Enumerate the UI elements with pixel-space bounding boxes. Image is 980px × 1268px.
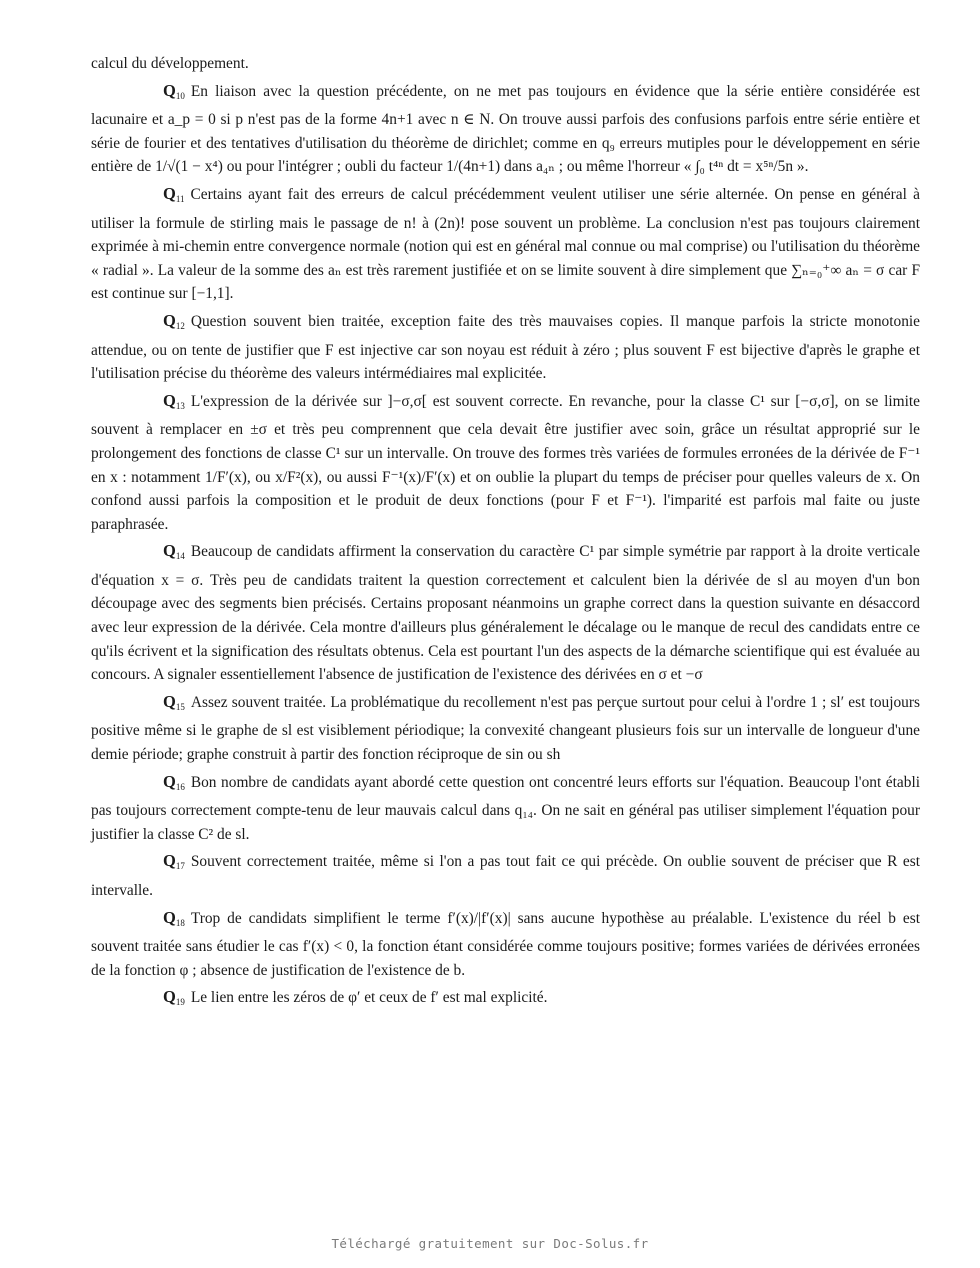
- question-19: [91, 985, 920, 1015]
- question-text: Souvent correctement traitée, même si l'on a pas tout fait ce qui précède. On oublie souvent de préciser que R est intervalle.: [91, 853, 920, 899]
- footer-download-note: Téléchargé gratuitement sur Doc-Solus.fr: [331, 1236, 649, 1251]
- question-text: Trop de candidats simplifient le terme f′(x)/|f′(x)| sans aucune hypothèse au préalable. L'existence du réel b est souvent traitée sans étudier le cas f′(x) < 0, la fonction étant considérée comme toujours positive; formes variées de dérivées erronées de la fonction φ ; absence de justification de l'existence de b.: [91, 909, 920, 979]
- question-label: Q: [163, 390, 176, 410]
- question-label: Q: [163, 310, 176, 330]
- report-body: [91, 52, 920, 1015]
- question-label: Q: [163, 907, 176, 927]
- question-label: Q: [163, 80, 176, 100]
- question-text: Beaucoup de candidats affirment la conservation du caractère C¹ par simple symétrie par rapport à la droite verticale d'équation x = σ. Très peu de candidats traitent la question correctement et calculent bien la dérivée de sl au moyen d'un bon découpage avec des segments bien précisés. Certains proposant néanmoins un graphe correct dans la question suivante en désaccord avec leur expression de la dérivée. Cela montre d'ailleurs plus généralement le décalage ou le manque de recul des candidats entre ce qu'ils écrivent et la signification des résultats obtenus. Cela est pourtant l'un des aspects de la démarche scientifique qui est évaluée au concours. A signaler essentiellement l'absence de justification de l'existence des dérivées en σ et −σ: [91, 543, 920, 684]
- question-label: Q: [163, 541, 176, 561]
- question-text: Certains ayant fait des erreurs de calcul précédemment veulent utiliser une série alternée. On pense en général à utiliser la formule de stirling mais le passage de n! à (2n)! pose souvent un problème. La conclusion n'est pas toujours clairement exprimée à mi-chemin entre convergence normale (notion qui est en général mal connue ou mal comprise) ou l'utilisation du théorème « radial ». La valeur de la somme des aₙ est très rarement justifiée et on se limite souvent à dire simplement que ∑ₙ₌₀⁺∞ aₙ = σ car F est continue sur [−1,1].: [91, 185, 920, 303]
- question-number: 18: [175, 917, 185, 928]
- question-number: 15: [175, 701, 185, 712]
- question-text: En liaison avec la question précédente, on ne met pas toujours en évidence que la série entière considérée est lacunaire et a_p = 0 si p n'est pas de la forme 4n+1 avec n ∈ N. On trouve aussi parfois des confusions parfois entre série entière et série de fourier et des tentatives d'utilisation du théorème de dirichlet; comme en q₉ erreurs mutiples pour le développement en série entière de 1/√(1 − x⁴) ou pour l'intégrer ; oubli du facteur 1/(4n+1) dans a₄ₙ ; ou même l'horreur « ∫₀ t⁴ⁿ dt = x⁵ⁿ/5n ».: [91, 82, 920, 176]
- question-number: 13: [175, 400, 185, 411]
- question-text: Assez souvent traitée. La problématique du recollement n'est pas perçue surtout pour celui à l'ordre 1 ; sl′ est toujours positive même si le graphe de sl est visiblement périodique; la convexité changeant plusieurs fois sur un intervalle de longueur d'une demie période; graphe construit à partir des fonction réciproque de sin ou sh: [91, 693, 920, 764]
- question-text: Question souvent bien traitée, exception faite des très mauvaises copies. Il manque parfois la stricte monotonie attendue, ou on tente de justifier que F est injective car son noyau est réduit à zéro ; plus souvent F est bijective d'après le graphe et l'utilisation précise du théorème des valeurs intérmédiaires mal explicitée.: [91, 312, 920, 383]
- intro-line: calcul du développement.: [91, 55, 249, 72]
- question-text: L'expression de la dérivée sur ]−σ,σ[ est souvent correcte. En revanche, pour la classe C¹ sur [−σ,σ], on se limite souvent à remplacer en ±σ et très peu comprennent que cela devait être justifier avec soin, grâce un résultat approprié sur le prolongement des fonctions de classe C¹ sur un intervalle. On trouve des formes très variées de formules erronées de la dérivée de F⁻¹ en x : notamment 1/F′(x), ou x/F²(x), ou aussi F⁻¹(x)/F′(x) et on oublie la plupart du temps de préciser pour quelles valeurs de x. On confond aussi parfois la composition et le produit de deux fonctions (pour F et F⁻¹). l'imparité est parfois mal faite ou juste paraphrasée.: [91, 392, 920, 533]
- question-13: [91, 389, 920, 537]
- question-number: 17: [175, 861, 185, 872]
- question-17: [91, 849, 920, 902]
- question-11: [91, 182, 920, 306]
- question-14: [91, 539, 920, 687]
- question-number: 14: [175, 551, 185, 562]
- question-text: Bon nombre de candidats ayant abordé cette question ont concentré leurs efforts sur l'équation. Beaucoup l'ont établi pas toujours correctement compte-tenu de leur mauvais calcul dans q₁₄. On ne sait en général pas utiliser simplement l'équation pour justifier la classe C² de sl.: [91, 773, 920, 843]
- question-label: Q: [163, 851, 176, 871]
- question-label: Q: [163, 771, 176, 791]
- question-number: 19: [175, 997, 185, 1008]
- question-label: Q: [163, 987, 176, 1007]
- question-number: 11: [175, 193, 185, 204]
- question-text: Le lien entre les zéros de φ′ et ceux de f′ est mal explicité.: [190, 989, 548, 1007]
- question-number: 16: [175, 781, 185, 792]
- question-number: 10: [175, 90, 185, 101]
- question-15: [91, 690, 920, 767]
- question-label: Q: [163, 691, 176, 711]
- question-number: 12: [175, 320, 185, 331]
- question-16: [91, 770, 920, 847]
- question-label: Q: [163, 183, 176, 203]
- question-10: [91, 79, 920, 179]
- question-12: [91, 309, 920, 386]
- question-18: [91, 906, 920, 983]
